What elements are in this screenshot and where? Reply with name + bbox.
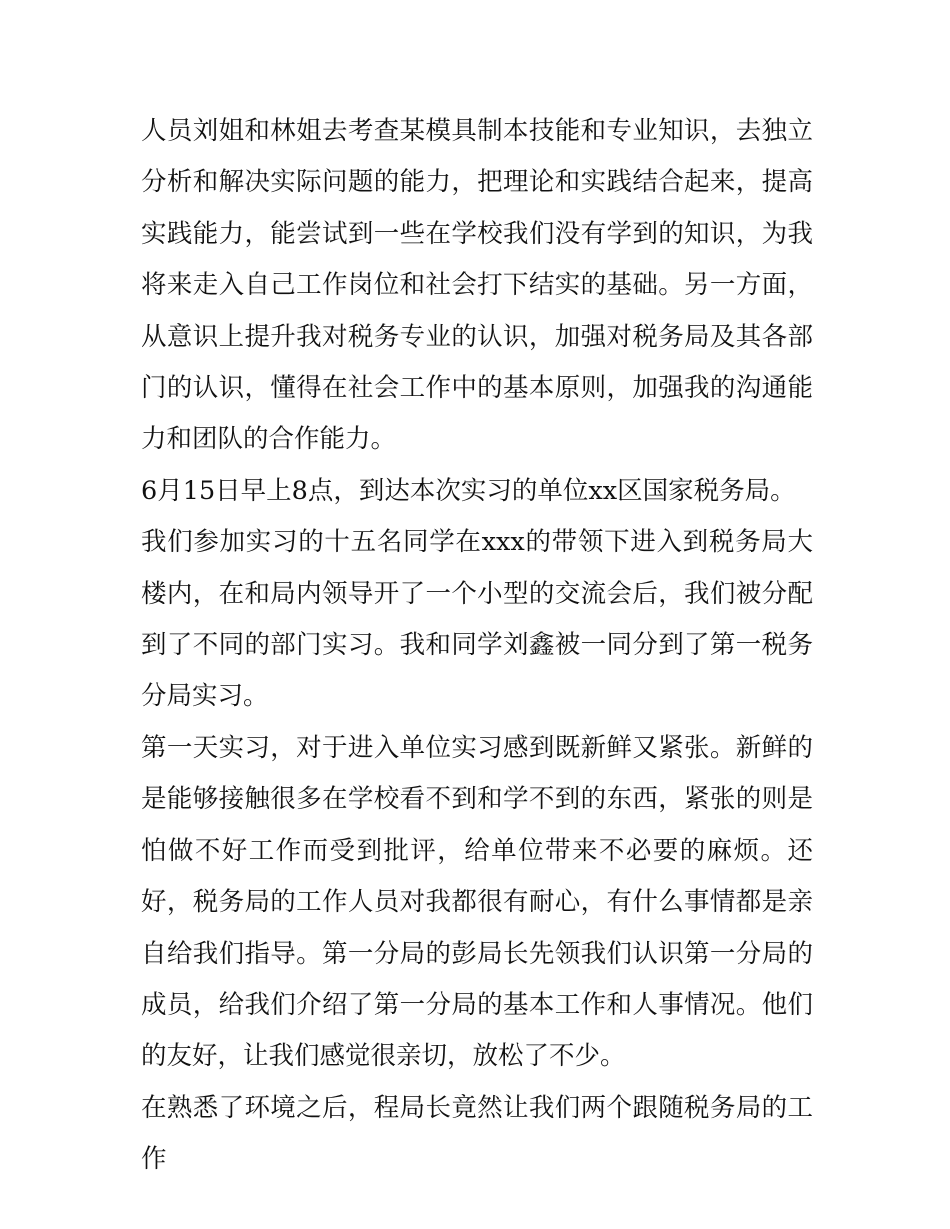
paragraph-1: 人员刘姐和林姐去考查某模具制本技能和专业知识，去独立分析和解决实际问题的能力，把理论和实践结合起来，提高实践能力，能尝试到一些在学校我们没有学到的知识，为我将来走入自己工作岗位和社会打下结实的基础。另一方面，从意识上提升我对税务专业的认识，加强对税务局及其各部门的认识，懂得在社会工作中的基本原则，加强我的沟通能力和团队的合作能力。 [141, 116, 813, 455]
paragraph-5: 在熟悉了环境之后，程局长竟然让我们两个跟随税务局的工作 [141, 1092, 813, 1175]
paragraph-3: 我们参加实习的十五名同学在xxx的带领下进入到税务局大楼内，在和局内领导开了一个小型的交流会后，我们被分配到了不同的部门实习。我和同学刘鑫被一同分到了第一税务分局实习。 [141, 527, 813, 712]
paragraph-4: 第一天实习，对于进入单位实习感到既新鲜又紧张。新鲜的是能够接触很多在学校看不到和学不到的东西，紧张的则是怕做不好工作而受到批评，给单位带来不必要的麻烦。还好，税务局的工作人员对我都很有耐心，有什么事情都是亲自给我们指导。第一分局的彭局长先领我们认识第一分局的成员，给我们介绍了第一分局的基本工作和人事情况。他们的友好，让我们感觉很亲切，放松了不少。 [141, 732, 813, 1072]
body-text [141, 106, 813, 1186]
paragraph-2: 6月15日早上8点，到达本次实习的单位xx区国家税务局。 [141, 475, 796, 506]
